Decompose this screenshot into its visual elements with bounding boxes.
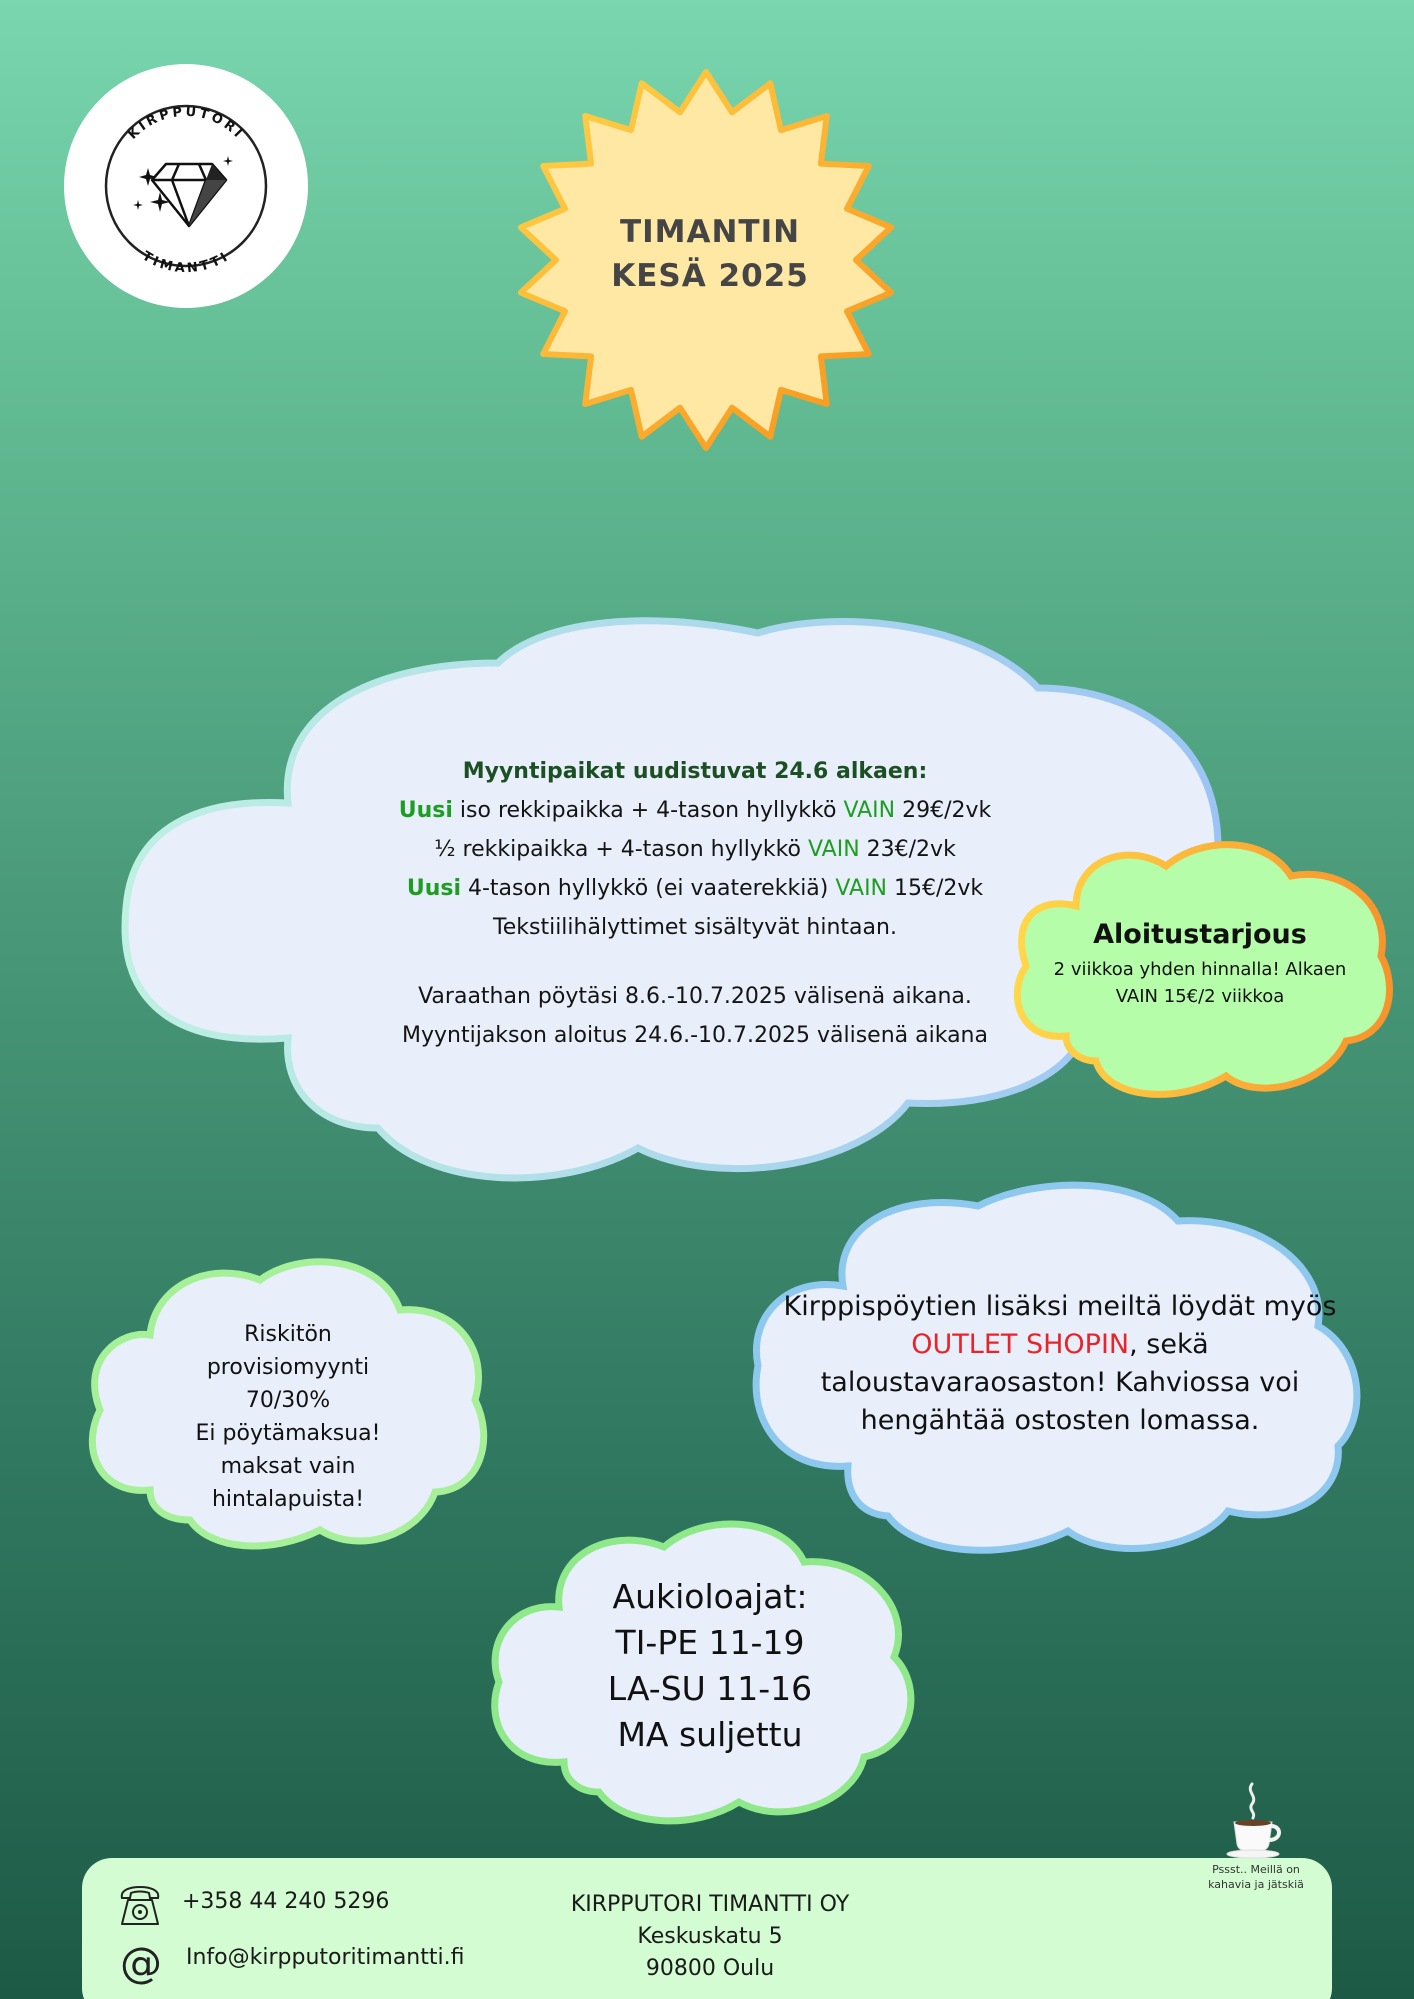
phone-icon — [116, 1884, 164, 1928]
offer-title: Aloitustarjous — [1093, 919, 1307, 950]
logo-top-text: KIRPPUTORI — [125, 104, 247, 143]
spacer — [300, 947, 1090, 977]
headline-line2: KESÄ 2025 — [611, 258, 809, 294]
footer-city: 90800 Oulu — [645, 1956, 775, 1981]
coffee-note: Pssst.. Meillä on kahavia ja jätskiä — [1208, 1863, 1304, 1891]
headline-line1: TIMANTIN — [619, 214, 801, 250]
commission-line: 70/30% — [245, 1388, 331, 1413]
pricing-heading: Myyntipaikat uudistuvat 24.6 alkaen: — [462, 759, 928, 784]
hours-text — [560, 1574, 860, 1758]
offer-line1: 2 viikkoa yhden hinnalla! Alkaen — [1053, 959, 1347, 980]
hours-line: LA-SU 11-16 — [607, 1669, 813, 1708]
hours-line: TI-PE 11-19 — [615, 1623, 805, 1662]
pricing-item: Uusi 4-tason hyllykkö (ei vaaterekkiä) VAIN 15€/2vk — [406, 876, 984, 901]
pricing-note: Tekstiilihälyttimet sisältyvät hintaan. — [493, 915, 897, 940]
at-icon: @ — [120, 1938, 162, 1987]
commission-line: maksat vain — [220, 1454, 356, 1479]
diamond-logo-icon — [64, 64, 308, 308]
footer-phone[interactable]: +358 44 240 5296 — [182, 1889, 390, 1914]
period-text: Myyntijakson aloitus 24.6.-10.7.2025 välisenä aikana — [402, 1023, 988, 1048]
booking-text: Varaathan pöytäsi 8.6.-10.7.2025 välisenä aikana. — [418, 984, 972, 1009]
footer-street: Keskuskatu 5 — [637, 1924, 783, 1949]
commission-line: provisiomyynti — [206, 1355, 370, 1380]
offer-line2: VAIN 15€/2 viikkoa — [1115, 986, 1285, 1007]
logo-bottom-text: TIMANTTI — [139, 248, 233, 277]
outlet-text: Kirppispöytien lisäksi meiltä löydät myös OUTLET SHOPIN, sekä taloustavaraosaston! Kahviossa voi hengähtää ostosten lomassa. — [783, 1291, 1337, 1436]
commission-line: hintalapuista! — [211, 1487, 365, 1512]
offer-text — [1020, 914, 1380, 1010]
logo — [64, 64, 308, 308]
footer-company: KIRPPUTORI TIMANTTI OY — [570, 1892, 850, 1917]
svg-text:TIMANTTI — [139, 249, 232, 276]
coffee-cup-icon — [1222, 1780, 1286, 1860]
svg-text:KIRPPUTORI — [125, 105, 246, 143]
commission-line: Ei pöytämaksua! — [195, 1421, 381, 1446]
footer-email[interactable]: Info@kirpputoritimantti.fi — [186, 1945, 465, 1970]
headline — [540, 210, 880, 298]
pricing-text — [300, 752, 1090, 1055]
pricing-item: ½ rekkipaikka + 4-tason hyllykkö VAIN 23€/2vk — [434, 837, 956, 862]
footer-address — [540, 1889, 880, 1985]
outlet-highlight: OUTLET SHOPIN — [911, 1329, 1130, 1360]
hours-line: MA suljettu — [617, 1715, 803, 1754]
hours-title: Aukioloajat: — [612, 1577, 808, 1616]
commission-line: Riskitön — [244, 1322, 332, 1347]
commission-text — [150, 1318, 426, 1516]
pricing-item: Uusi iso rekkipaikka + 4-tason hyllykkö VAIN 29€/2vk — [398, 798, 992, 823]
